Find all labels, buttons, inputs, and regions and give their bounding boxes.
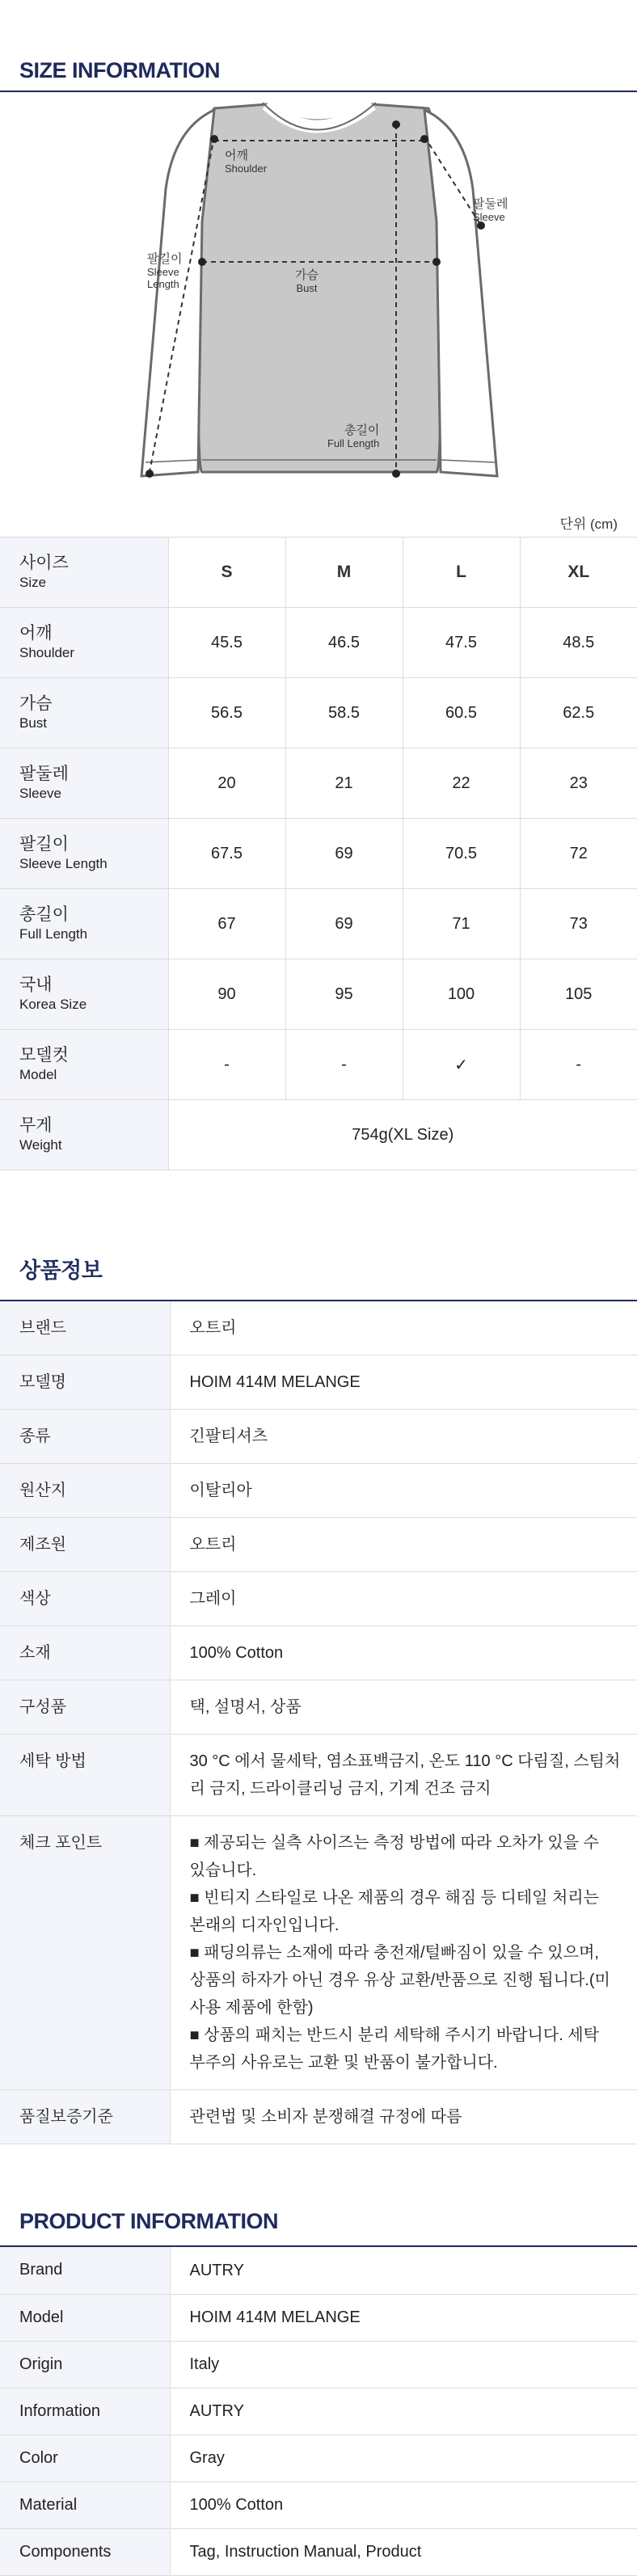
table-cell: 71 <box>403 889 520 959</box>
info-value: 이탈리아 <box>170 1464 637 1518</box>
row-label: 모델컷 Model <box>0 1030 168 1100</box>
table-cell: 95 <box>285 959 403 1030</box>
product-key: Model <box>0 2294 170 2341</box>
unit-label: 단위 (cm) <box>559 516 618 532</box>
table-cell: 60.5 <box>403 678 520 748</box>
info-row <box>0 1410 637 1464</box>
table-cell: 48.5 <box>520 608 637 678</box>
table-cell: 90 <box>168 959 285 1030</box>
table-cell: 21 <box>285 748 403 819</box>
info-section-title: 상품정보 <box>19 1258 103 1283</box>
info-key: 모델명 <box>0 1355 170 1410</box>
info-value: 관련법 및 소비자 분쟁해결 규정에 따름 <box>170 2090 637 2144</box>
info-row <box>0 1464 637 1518</box>
product-table <box>0 2247 637 2576</box>
info-value: 그레이 <box>170 1572 637 1626</box>
check-line: 있습니다. <box>189 1861 257 1879</box>
size-col-xl: XL <box>520 538 637 608</box>
product-key: Information <box>0 2388 170 2435</box>
info-key: 브랜드 <box>0 1301 170 1355</box>
row-label: 가슴 Bust <box>0 678 168 748</box>
info-key: 품질보증기준 <box>0 2090 170 2144</box>
table-cell: 69 <box>285 889 403 959</box>
product-row <box>0 2388 637 2435</box>
info-row-check <box>0 1816 637 2090</box>
row-label: 총길이 Full Length <box>0 889 168 959</box>
info-key: 색상 <box>0 1572 170 1626</box>
info-row-quality <box>0 2090 637 2144</box>
size-row-korea-size <box>0 959 637 1030</box>
size-header-row <box>0 538 637 608</box>
table-cell: 67.5 <box>168 819 285 889</box>
size-row-full-length <box>0 889 637 959</box>
table-cell: 23 <box>520 748 637 819</box>
size-header-cell: 사이즈 Size <box>0 538 168 608</box>
info-value: 오트리 <box>170 1518 637 1572</box>
product-value: Italy <box>170 2341 637 2388</box>
row-label: 어깨 Shoulder <box>0 608 168 678</box>
label-shoulder: 어깨 Shoulder <box>225 149 268 175</box>
table-cell: 22 <box>403 748 520 819</box>
info-key: 종류 <box>0 1410 170 1464</box>
table-cell: - <box>285 1030 403 1100</box>
product-key: Brand <box>0 2247 170 2294</box>
product-section <box>0 2144 637 2576</box>
table-cell: 46.5 <box>285 608 403 678</box>
table-cell: 73 <box>520 889 637 959</box>
product-key: Components <box>0 2528 170 2575</box>
table-cell: 105 <box>520 959 637 1030</box>
product-key: Material <box>0 2481 170 2528</box>
product-row <box>0 2528 637 2575</box>
table-cell: 45.5 <box>168 608 285 678</box>
product-key: Origin <box>0 2341 170 2388</box>
check-line: ■ 상품의 패치는 반드시 분리 세탁해 주시기 바랍니다. 세탁 <box>189 2026 599 2044</box>
row-label: 무게 Weight <box>0 1100 168 1170</box>
table-cell: 72 <box>520 819 637 889</box>
info-section <box>0 1170 637 2144</box>
info-key: 세탁 방법 <box>0 1735 170 1816</box>
info-value <box>170 1735 637 1816</box>
check-line: ■ 빈티지 스타일로 나온 제품의 경우 해짐 등 디테일 처리는 <box>189 1889 599 1907</box>
info-row <box>0 1518 637 1572</box>
table-cell: - <box>168 1030 285 1100</box>
info-value: 긴팔티셔츠 <box>170 1410 637 1464</box>
table-cell: - <box>520 1030 637 1100</box>
table-cell: 67 <box>168 889 285 959</box>
table-cell: 47.5 <box>403 608 520 678</box>
shirt-illustration <box>0 92 637 496</box>
product-value: Gray <box>170 2435 637 2481</box>
check-line: 상품의 하자가 아닌 경우 유상 교환/반품으로 진행 됩니다.(미 <box>189 1971 610 1989</box>
label-sleeve-length: 팔길이 Sleeve Length <box>147 252 183 290</box>
product-value: AUTRY <box>170 2247 637 2294</box>
check-mark-icon: ✓ <box>403 1030 520 1100</box>
table-cell: 58.5 <box>285 678 403 748</box>
info-row <box>0 1355 637 1410</box>
info-value: 100% Cotton <box>170 1626 637 1680</box>
size-col-l: L <box>403 538 520 608</box>
row-label: 팔둘레 Sleeve <box>0 748 168 819</box>
table-cell: 100 <box>403 959 520 1030</box>
check-line: 부주의 사유로는 교환 및 반품이 불가합니다. <box>189 2054 498 2072</box>
size-row-bust <box>0 678 637 748</box>
size-section-title: SIZE INFORMATION <box>19 58 220 82</box>
size-row-shoulder <box>0 608 637 678</box>
label-bust: 가슴 Bust <box>295 268 318 294</box>
table-cell: 56.5 <box>168 678 285 748</box>
size-col-s: S <box>168 538 285 608</box>
check-line: 본래의 디자인입니다. <box>189 1916 340 1934</box>
weight-value: 754g(XL Size) <box>168 1100 637 1170</box>
row-label: 국내 Korea Size <box>0 959 168 1030</box>
product-row <box>0 2481 637 2528</box>
product-row <box>0 2247 637 2294</box>
label-full-length: 총길이 Full Length <box>327 424 380 449</box>
product-row <box>0 2341 637 2388</box>
info-key: 원산지 <box>0 1464 170 1518</box>
size-row-model <box>0 1030 637 1100</box>
wash-line: 30 °C 에서 물세탁, 염소표백금지, 온도 110 °C 다림질, 스팀처 <box>189 1752 621 1770</box>
product-value: Tag, Instruction Manual, Product <box>170 2528 637 2575</box>
size-section <box>0 0 637 1170</box>
info-table <box>0 1301 637 2144</box>
size-table <box>0 537 637 1170</box>
product-row <box>0 2294 637 2341</box>
info-key: 구성품 <box>0 1680 170 1735</box>
size-row-weight <box>0 1100 637 1170</box>
table-cell: 70.5 <box>403 819 520 889</box>
product-key: Color <box>0 2435 170 2481</box>
product-value: AUTRY <box>170 2388 637 2435</box>
info-row <box>0 1301 637 1355</box>
info-value <box>170 1816 637 2090</box>
info-row <box>0 1626 637 1680</box>
table-cell: 62.5 <box>520 678 637 748</box>
product-row <box>0 2435 637 2481</box>
row-label: 팔길이 Sleeve Length <box>0 819 168 889</box>
table-cell: 20 <box>168 748 285 819</box>
info-value: 오트리 <box>170 1301 637 1355</box>
size-col-m: M <box>285 538 403 608</box>
check-line: ■ 패딩의류는 소재에 따라 충전재/털빠짐이 있을 수 있으며, <box>189 1944 599 1962</box>
label-sleeve: 팔둘레 Sleeve <box>473 197 508 223</box>
product-section-title: PRODUCT INFORMATION <box>19 2209 278 2233</box>
info-key: 소재 <box>0 1626 170 1680</box>
check-line: ■ 제공되는 실측 사이즈는 측정 방법에 따라 오차가 있을 수 <box>189 1834 599 1852</box>
size-row-sleeve-length <box>0 819 637 889</box>
info-row <box>0 1680 637 1735</box>
info-row-wash <box>0 1735 637 1816</box>
product-value: HOIM 414M MELANGE <box>170 2294 637 2341</box>
info-key: 체크 포인트 <box>0 1816 170 2090</box>
info-value: 택, 설명서, 상품 <box>170 1680 637 1735</box>
info-row <box>0 1572 637 1626</box>
info-value: HOIM 414M MELANGE <box>170 1355 637 1410</box>
product-value: 100% Cotton <box>170 2481 637 2528</box>
table-cell: 69 <box>285 819 403 889</box>
size-row-sleeve <box>0 748 637 819</box>
check-line: 사용 제품에 한함) <box>189 1999 314 2017</box>
info-key: 제조원 <box>0 1518 170 1572</box>
wash-line: 리 금지, 드라이클리닝 금지, 기계 건조 금지 <box>189 1780 491 1798</box>
garment-diagram <box>0 92 637 512</box>
